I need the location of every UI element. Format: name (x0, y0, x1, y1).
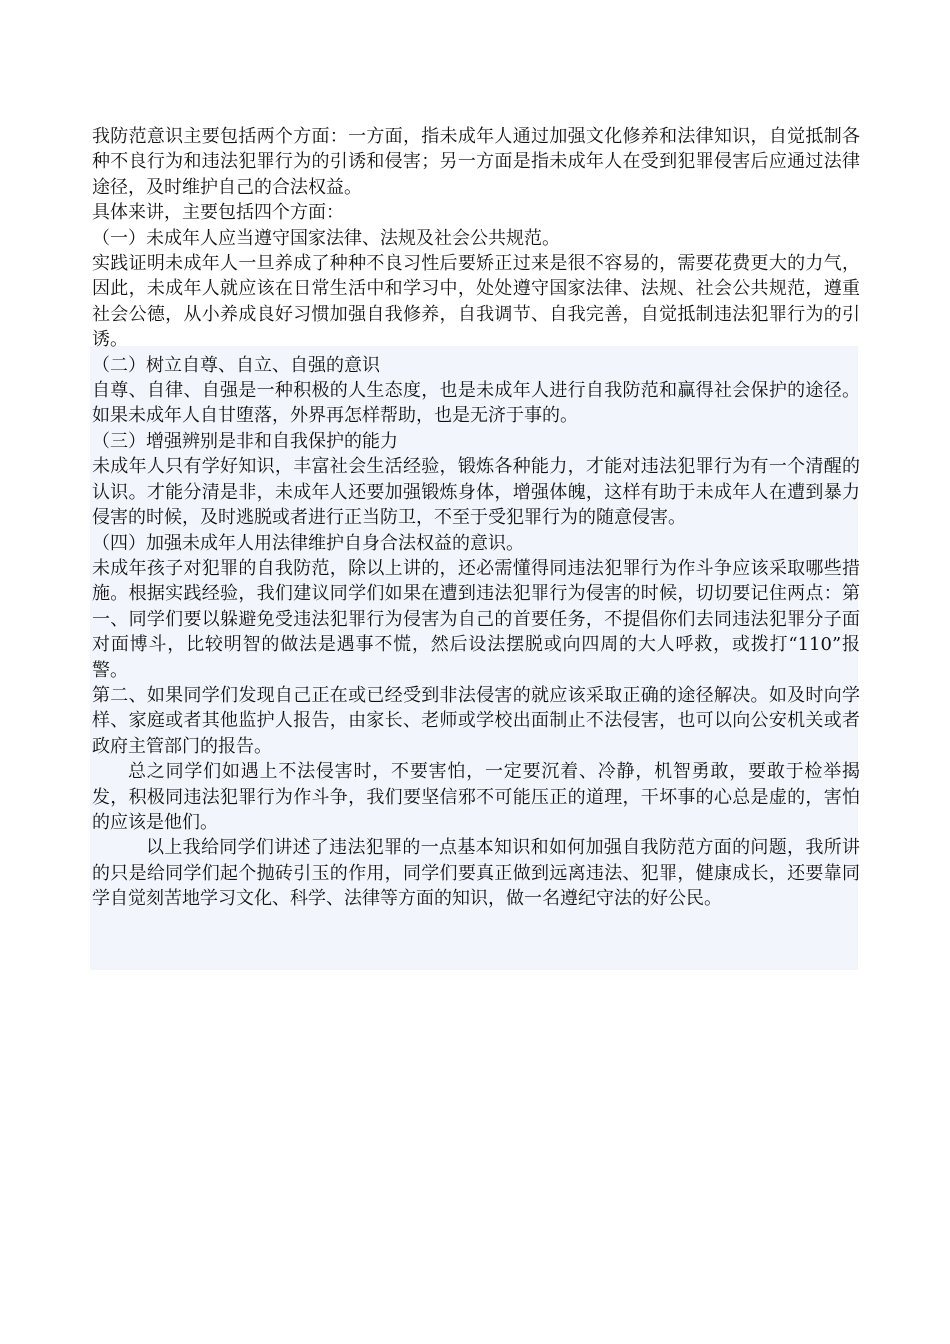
paragraph-four-aspects: 具体来讲，主要包括四个方面： (92, 202, 344, 224)
paragraph-section-3: 未成年人只有学好知识，丰富社会生活经验，锻炼各种能力，才能对违法犯罪行为有一个清醒的认识。才能分清是非，未成年人还要加强锻炼身体，增强体魄，这样有助于未成年人在遭到暴力侵害的时候，及时逃脱或者进行正当防卫，不至于受犯罪行为的随意侵害。 (92, 456, 860, 529)
heading-section-1: （一）未成年人应当遵守国家法律、法规及社会公共规范。 (92, 227, 560, 249)
heading-section-2: （二）树立自尊、自立、自强的意识 (92, 354, 380, 376)
paragraph-section-4: 未成年孩子对犯罪的自我防范，除以上讲的，还必需懂得同违法犯罪行为作斗争应该采取哪些措施。根据实践经验，我们建议同学们如果在遭到违法犯罪行为侵害的时候，切切要记住两点：第一、同学们要以躲避免受违法犯罪行为侵害为自己的首要任务，不提倡你们去同违法犯罪分子面对面博斗，比较明智的做法是遇事不慌，然后设法摆脱或向四周的大人呼救，或拨打“110”报警。 (92, 557, 860, 681)
heading-section-4: （四）加强未成年人用法律维护自身合法权益的意识。 (92, 532, 524, 554)
paragraph-conclusion: 以上我给同学们讲述了违法犯罪的一点基本知识和如何加强自我防范方面的问题，我所讲的只是给同学们起个抛砖引玉的作用，同学们要真正做到远离违法、犯罪，健康成长，还要靠同学自觉刻苦地学习文化、科学、法律等方面的知识，做一名遵纪守法的好公民。 (92, 837, 860, 910)
paragraph-section-1: 实践证明未成年人一旦养成了种种不良习性后要矫正过来是很不容易的，需要花费更大的力气，因此，未成年人就应该在日常生活中和学习中，处处遵守国家法律、法规、社会公共规范，遵重社会公德，从小养成良好习惯加强自我修养，自我调节、自我完善，自觉抵制违法犯罪行为的引诱。 (92, 253, 860, 351)
paragraph-intro: 我防范意识主要包括两个方面：一方面，指未成年人通过加强文化修养和法律知识，自觉抵制各种不良行为和违法犯罪行为的引诱和侵害；另一方面是指未成年人在受到犯罪侵害后应通过法律途径，及时维护自己的合法权益。 (92, 126, 860, 198)
document-body (92, 124, 860, 912)
paragraph-summary: 总之同学们如遇上不法侵害时，不要害怕，一定要沉着、冷静，机智勇敢，要敢于检举揭发，积极同违法犯罪行为作斗争，我们要坚信邪不可能压正的道理，干坏事的心总是虚的，害怕的应该是他们。 (92, 761, 860, 833)
paragraph-point-two: 第二、如果同学们发现自己正在或已经受到非法侵害的就应该采取正确的途径解决。如及时向学样、家庭或者其他监护人报告，由家长、老师或学校出面制止不法侵害，也可以向公安机关或者政府主管部门的报告。 (92, 684, 860, 757)
paragraph-section-2: 自尊、自律、自强是一种积极的人生态度，也是未成年人进行自我防范和赢得社会保护的途径。如果未成年人自甘堕落，外界再怎样帮助，也是无济于事的。 (92, 380, 860, 427)
heading-section-3: （三）增强辨别是非和自我保护的能力 (92, 430, 398, 452)
